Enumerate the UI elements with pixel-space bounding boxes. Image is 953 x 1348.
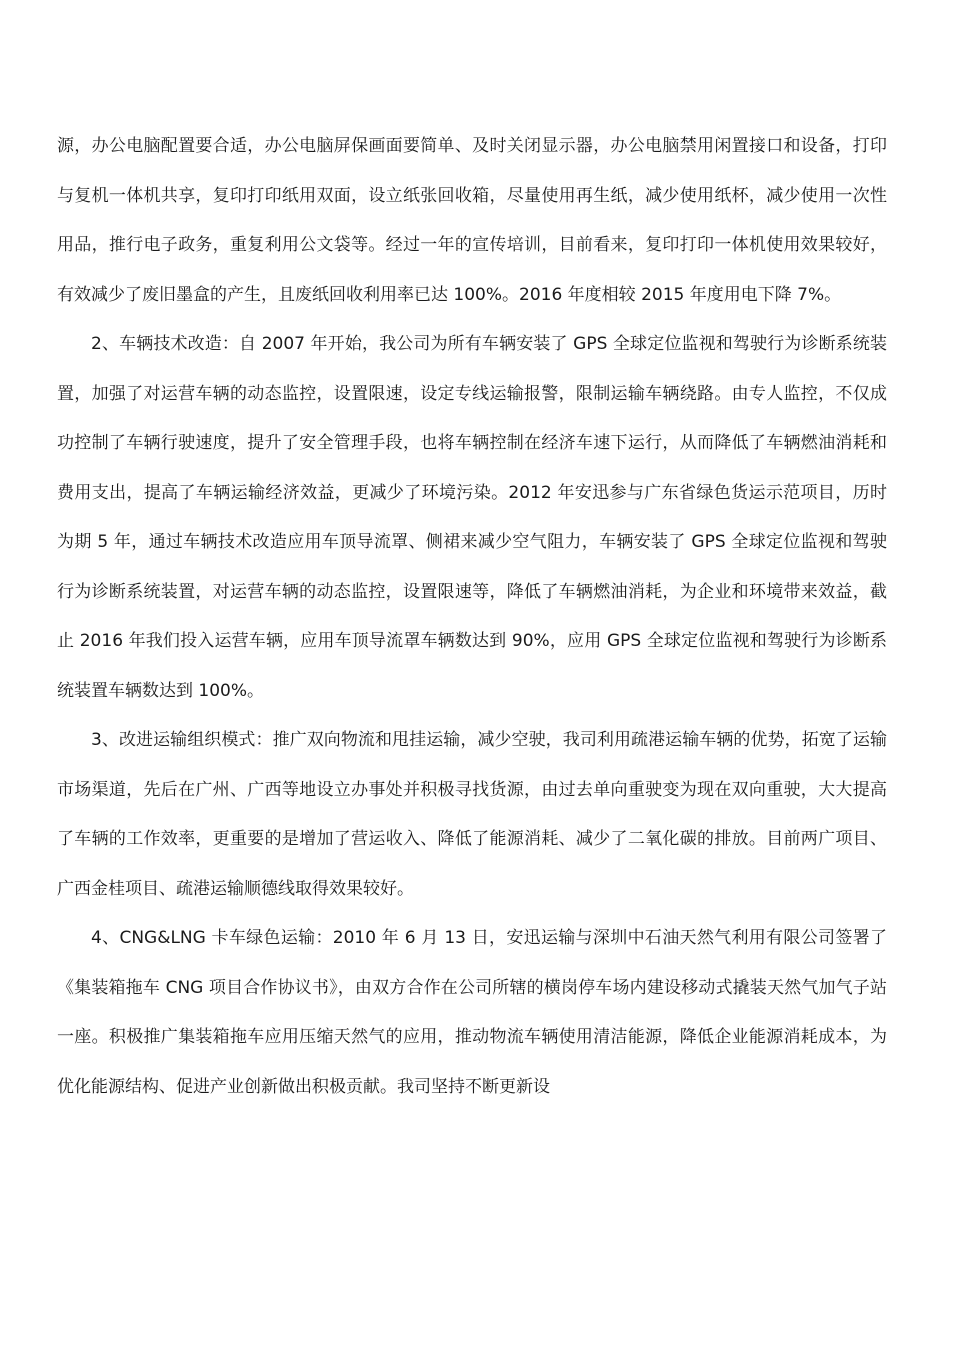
paragraph-vehicle-technology: 2、车辆技术改造：自 2007 年开始，我公司为所有车辆安装了 GPS 全球定位监视和驾驶行为诊断系统装置，加强了对运营车辆的动态监控，设置限速，设定专线运输报警，限制运输车辆绕路。由专人监控，不仅成功控制了车辆行驶速度，提升了安全管理手段，也将车辆控制在经济车速下运行，从而降低了车辆燃油消耗和费用支出，提高了车辆运输经济效益，更减少了环境污染。2012 年安迅参与广东省绿色货运示范项目，历时为期 5 年，通过车辆技术改造应用车顶导流罩、侧裙来减少空气阻力，车辆安装了 GPS 全球定位监视和驾驶行为诊断系统装置，对运营车辆的动态监控，设置限速等，降低了车辆燃油消耗，为企业和环境带来效益，截止 2016 年我们投入运营车辆，应用车顶导流罩车辆数达到 90%，应用 GPS 全球定位监视和驾驶行为诊断系统装置车辆数达到 100%。 — [57, 334, 887, 701]
paragraph-transport-organization: 3、改进运输组织模式：推广双向物流和甩挂运输，减少空驶，我司利用疏港运输车辆的优势，拓宽了运输市场渠道，先后在广州、广西等地设立办事处并积极寻找货源，由过去单向重驶变为现在双向重驶，大大提高了车辆的工作效率，更重要的是增加了营运收入、降低了能源消耗、减少了二氧化碳的排放。目前两广项目、广西金桂项目、疏港运输顺德线取得效果较好。 — [57, 730, 887, 899]
paragraph-office-energy-saving: 源，办公电脑配置要合适，办公电脑屏保画面要简单、及时关闭显示器，办公电脑禁用闲置接口和设备，打印与复机一体机共享，复印打印纸用双面，设立纸张回收箱，尽量使用再生纸，减少使用纸杯，减少使用一次性用品，推行电子政务，重复利用公文袋等。经过一年的宣传培训，目前看来，复印打印一体机使用效果较好，有效减少了废旧墨盒的产生，且废纸回收利用率已达 100%。2016 年度相较 2015 年度用电下降 7%。 — [57, 136, 887, 305]
paragraph-cng-lng-transport: 4、CNG&LNG 卡车绿色运输：2010 年 6 月 13 日，安迅运输与深圳中石油天然气利用有限公司签署了《集装箱拖车 CNG 项目合作协议书》，由双方合作在公司所辖的横岗停车场内建设移动式撬装天然气加气子站一座。积极推广集装箱拖车应用压缩天然气的应用，推动物流车辆使用清洁能源，降低企业能源消耗成本，为优化能源结构、促进产业创新做出积极贡献。我司坚持不断更新设 — [57, 928, 887, 1097]
document-body — [57, 122, 887, 1112]
